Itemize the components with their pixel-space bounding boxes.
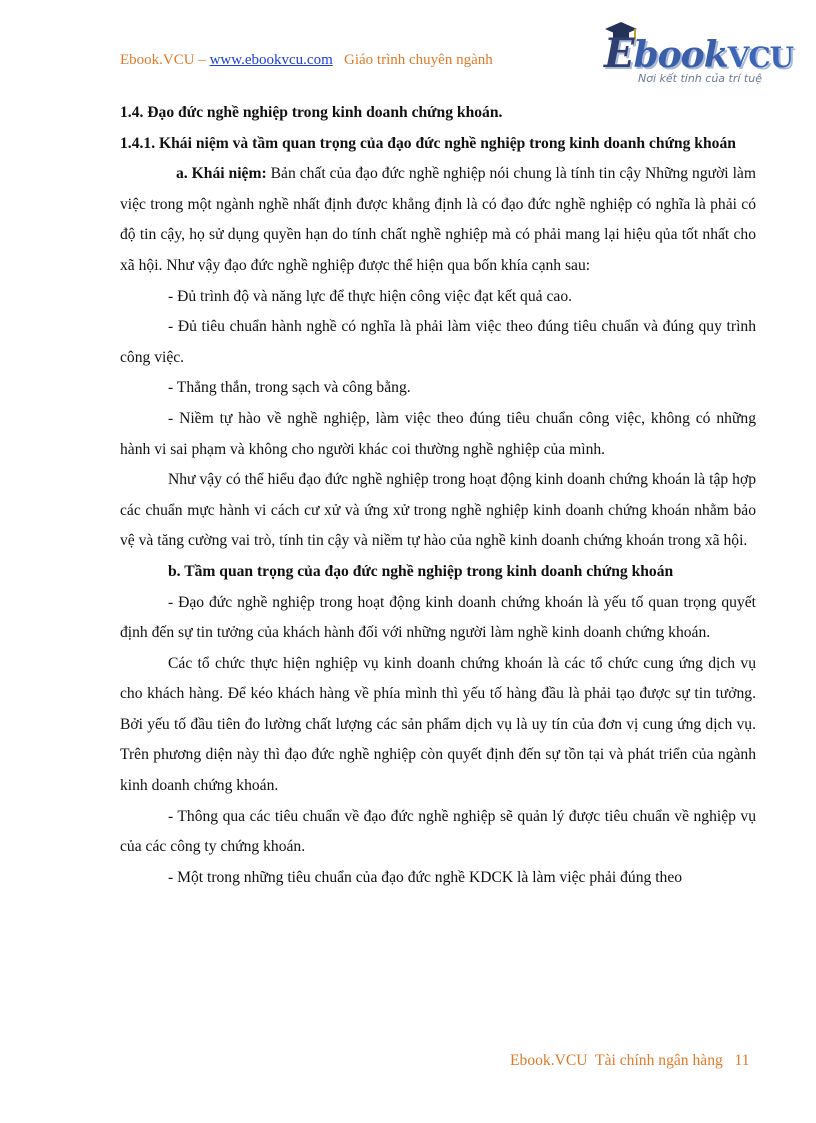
logo-word-vcu: VCU <box>727 41 794 74</box>
subheading-importance: b. Tầm quan trọng của đạo đức nghề nghiệp trong kinh doanh chứng khoán <box>168 562 674 580</box>
header-subtitle: Giáo trình chuyên ngành <box>332 52 493 68</box>
logo-letter-e: E <box>604 30 634 77</box>
bullet-trust: - Đạo đức nghề nghiệp trong hoạt động kinh doanh chứng khoán là yếu tố quan trọng quyết định đến sự tin tưởng của khách hành đối với những người làm nghề kinh doanh chứng khoán. <box>120 593 756 642</box>
header-prefix: Ebook.VCU – <box>120 52 210 68</box>
paragraph-definition <box>120 159 756 281</box>
section-heading-1-4-1: 1.4.1. Khái niệm và tầm quan trọng của đạo đức nghề nghiệp trong kinh doanh chứng khoán <box>120 134 736 152</box>
paragraph-organizations: Các tổ chức thực hiện nghiệp vụ kinh doanh chứng khoán là các tổ chức cung ứng dịch vụ cho khách hàng. Để kéo khách hàng về phía mình thì yếu tố hàng đầu là phải tạo được sự tin tưởng. Bởi yếu tố đầu tiên đo lường chất lượng các sản phẩm dịch vụ là uy tín của đơn vị cung ứng dịch vụ. Trên phương diện này thì đạo đức nghề nghiệp còn quyết định đến sự tồn tại và phát triển của ngành kinh doanh chứng khoán. <box>120 654 756 795</box>
document-body <box>120 98 756 893</box>
bullet-pride: - Niềm tự hào về nghề nghiệp, làm việc theo đúng tiêu chuẩn công việc, không có những hành vi sai phạm và không cho người khác coi thường nghề nghiệp của mình. <box>120 409 756 458</box>
bullet-kdck-standard: - Một trong những tiêu chuẩn của đạo đức nghề KDCK là làm việc phải đúng theo <box>168 868 683 886</box>
definition-text: Bản chất của đạo đức nghề nghiệp nói chung là tính tin cậy Những người làm việc trong một ngành nghề nhất định được khẳng định là có đạo đức nghề nghiệp có nghĩa là phải có độ tin cậy, họ sử dụng quyền hạn do tính chất nghề nghiệp mà có phải mang lại hiệu qủa tốt nhất cho xã hội. Như vậy đạo đức nghề nghiệp được thể hiện qua bốn khía cạnh sau: <box>120 165 756 274</box>
section-heading-1-4: 1.4. Đạo đức nghề nghiệp trong kinh doanh chứng khoán. <box>120 104 503 121</box>
logo-word-book: book <box>633 34 728 76</box>
definition-label: a. Khái niệm: <box>176 165 267 183</box>
bullet-integrity: - Thẳng thắn, trong sạch và công bằng. <box>168 379 411 397</box>
bullet-management: - Thông qua các tiêu chuẩn về đạo đức nghề nghiệp sẽ quản lý được tiêu chuẩn về nghiệp vụ của các công ty chứng khoán. <box>120 807 756 856</box>
bullet-standards: - Đủ tiêu chuẩn hành nghề có nghĩa là phải làm việc theo đúng tiêu chuẩn và đúng quy trình công việc. <box>120 318 756 366</box>
page-footer: Ebook.VCU Tài chính ngân hàng 11 <box>510 1052 750 1069</box>
website-link[interactable]: www.ebookvcu.com <box>209 52 333 68</box>
bullet-competence: - Đủ trình độ và năng lực để thực hiện công việc đạt kết quả cao. <box>168 287 573 305</box>
paragraph-summary: Như vậy có thể hiểu đạo đức nghề nghiệp trong hoạt động kinh doanh chứng khoán là tập hợp các chuẩn mực hành vi cách cư xử và ứng xử trong nghề nghiệp kinh doanh chứng khoán nhằm bảo vệ và tăng cường vai trò, tính tin cậy và niềm tự hào của nghề kinh doanh chứng khoán trong xã hội. <box>120 471 756 550</box>
ebook-vcu-logo <box>602 20 794 96</box>
page-header <box>120 52 493 69</box>
logo-tagline: Nơi kết tinh của trí tuệ <box>638 72 762 85</box>
logo-wordmark <box>604 30 793 77</box>
